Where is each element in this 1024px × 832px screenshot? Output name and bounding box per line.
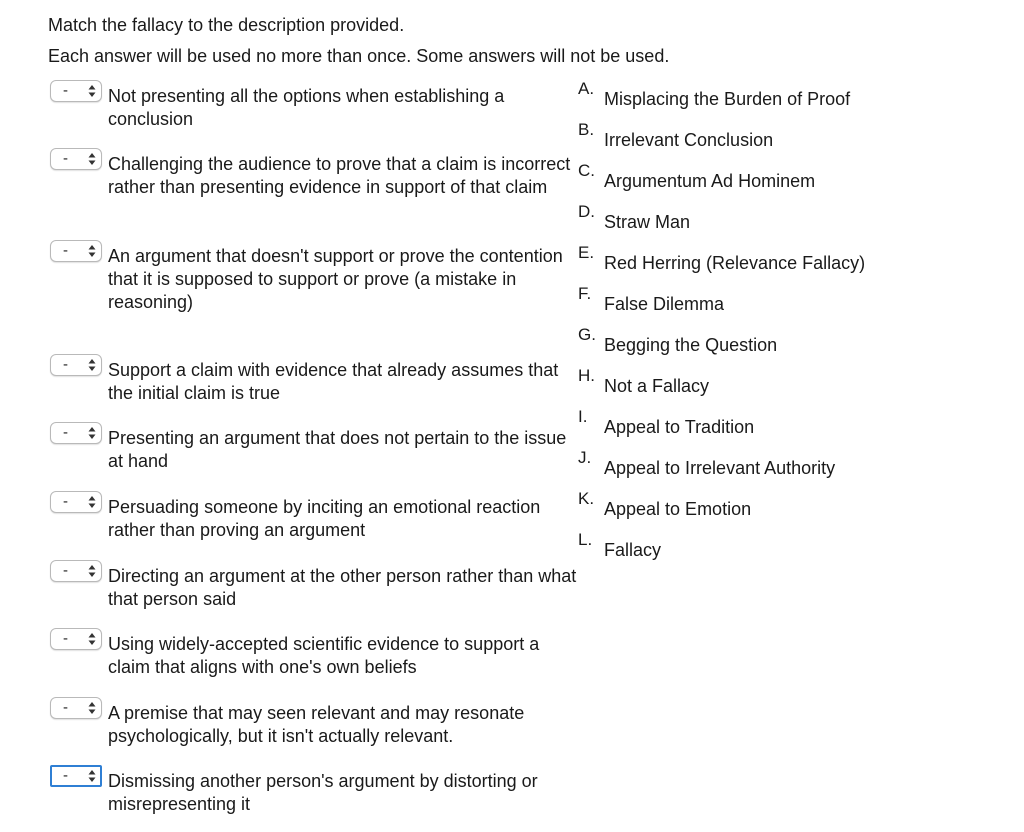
answer-text: Argumentum Ad Hominem <box>604 171 816 191</box>
answer-select[interactable] <box>50 491 102 513</box>
answer-letter: A. <box>578 79 595 98</box>
answer-letter: C. <box>578 161 595 180</box>
answer-select[interactable] <box>50 422 102 444</box>
question-text: Challenging the audience to prove that a claim is incorrect rather than presenting evidence in support of that claim <box>108 154 571 197</box>
select-value: - <box>63 424 68 441</box>
select-value: - <box>63 150 68 167</box>
answer-text: Misplacing the Burden of Proof <box>604 89 851 109</box>
up-down-chevron-icon <box>87 151 97 167</box>
up-down-chevron-icon <box>87 494 97 510</box>
answer-text: Appeal to Irrelevant Authority <box>604 458 836 478</box>
question-text: Dismissing another person's argument by distorting or misrepresenting it <box>108 771 538 814</box>
answer-select-focused[interactable] <box>50 765 102 787</box>
answer-select[interactable] <box>50 697 102 719</box>
instruction-note: Each answer will be used no more than once. Some answers will not be used. <box>48 46 670 66</box>
up-down-chevron-icon <box>87 425 97 441</box>
select-value: - <box>63 630 68 647</box>
question-text: Not presenting all the options when establishing a conclusion <box>108 86 505 129</box>
answer-select[interactable] <box>50 80 102 102</box>
answer-letter: D. <box>578 202 595 221</box>
answer-text: Straw Man <box>604 212 691 232</box>
question-text: Support a claim with evidence that already assumes that the initial claim is true <box>108 360 559 403</box>
answer-letter: B. <box>578 120 595 139</box>
answer-text: Red Herring (Relevance Fallacy) <box>604 253 866 273</box>
answer-select[interactable] <box>50 354 102 376</box>
answer-letter: E. <box>578 243 595 262</box>
up-down-chevron-icon <box>87 700 97 716</box>
answer-select[interactable] <box>50 628 102 650</box>
question-text: A premise that may seen relevant and may resonate psychologically, but it isn't actually relevant. <box>108 703 525 746</box>
answer-letter: G. <box>578 325 596 344</box>
answer-text: Begging the Question <box>604 335 778 355</box>
select-value: - <box>63 242 68 259</box>
select-value: - <box>63 767 68 784</box>
answer-text: Appeal to Tradition <box>604 417 755 437</box>
answer-text: Not a Fallacy <box>604 376 710 396</box>
select-value: - <box>63 493 68 510</box>
up-down-chevron-icon <box>87 83 97 99</box>
up-down-chevron-icon <box>87 631 97 647</box>
answer-text: False Dilemma <box>604 294 725 314</box>
select-value: - <box>63 699 68 716</box>
answer-letter: I. <box>578 407 588 426</box>
answer-letter: H. <box>578 366 595 385</box>
question-text: An argument that doesn't support or prove the contention that it is supposed to support or prove (a mistake in reasoning) <box>108 246 563 312</box>
select-value: - <box>63 562 68 579</box>
answer-letter: K. <box>578 489 595 508</box>
answer-select[interactable] <box>50 148 102 170</box>
question-text: Presenting an argument that does not pertain to the issue at hand <box>108 428 567 471</box>
select-value: - <box>63 356 68 373</box>
up-down-chevron-icon <box>87 243 97 259</box>
answer-text: Fallacy <box>604 540 662 560</box>
question-text: Directing an argument at the other person rather than what that person said <box>108 566 577 609</box>
answer-text: Irrelevant Conclusion <box>604 130 774 150</box>
up-down-chevron-icon <box>87 357 97 373</box>
answer-select[interactable] <box>50 560 102 582</box>
up-down-chevron-icon <box>87 563 97 579</box>
answer-letter: F. <box>578 284 592 303</box>
question-text: Persuading someone by inciting an emotional reaction rather than proving an argument <box>108 497 541 540</box>
answer-letter: J. <box>578 448 592 467</box>
answer-text: Appeal to Emotion <box>604 499 752 519</box>
select-value: - <box>63 82 68 99</box>
instruction-title: Match the fallacy to the description provided. <box>48 15 405 35</box>
answer-select[interactable] <box>50 240 102 262</box>
answer-letter: L. <box>578 530 593 549</box>
question-text: Using widely-accepted scientific evidence to support a claim that aligns with one's own beliefs <box>108 634 540 677</box>
up-down-chevron-icon <box>87 768 97 784</box>
